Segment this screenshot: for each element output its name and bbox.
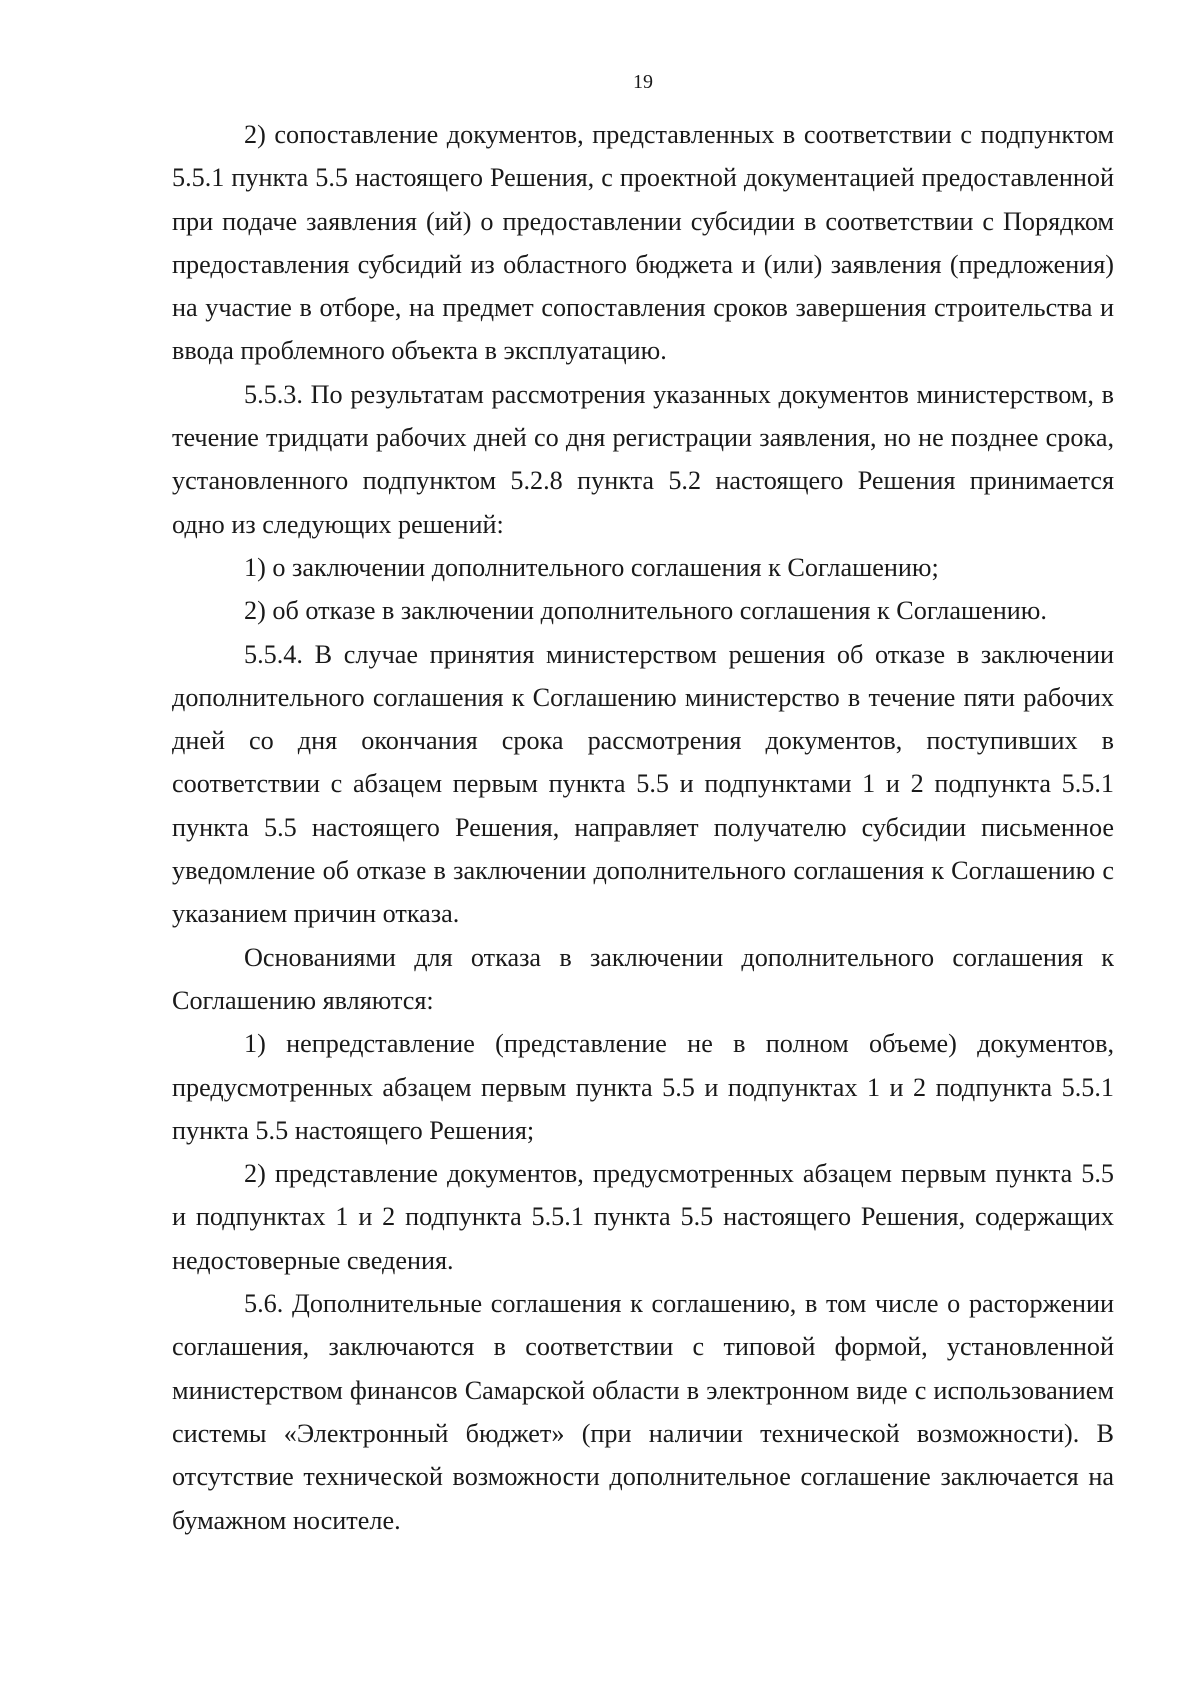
paragraph-ground-1: 1) непредставление (представление не в полном объеме) документов, предусмотренных абзацем первым пункта 5.5 и подпунктах 1 и 2 подпункта 5.5.1 пункта 5.5 настоящего Решения; — [172, 1029, 1114, 1145]
paragraph-decision-refuse: 2) об отказе в заключении дополнительного соглашения к Соглашению. — [244, 596, 1047, 626]
paragraph-5-5-3: 5.5.3. По результатам рассмотрения указанных документов министерством, в течение тридцати рабочих дней со дня регистрации заявления, но не позднее срока, установленного подпунктом 5.2.8 пункта 5.2 настоящего Решения принимается одно из следующих решений: — [172, 379, 1114, 539]
paragraph-5-5-4: 5.5.4. В случае принятия министерством решения об отказе в заключении дополнительного соглашения к Соглашению министерство в течение пяти рабочих дней со дня окончания срока рассмотрения документов, поступивших в соответствии с абзацем первым пункта 5.5 и подпунктами 1 и 2 подпункта 5.5.1 пункта 5.5 настоящего Решения, направляет получателю субсидии письменное уведомление об отказе в заключении дополнительного соглашения к Соглашению с указанием причин отказа. — [172, 639, 1114, 929]
document-body — [172, 113, 1114, 1542]
paragraph-5-6: 5.6. Дополнительные соглашения к соглашению, в том числе о расторжении соглашения, заключаются в соответствии с типовой формой, установленной министерством финансов Самарской области в электронном виде с использованием системы «Электронный бюджет» (при наличии технической возможности). В отсутствие технической возможности дополнительное соглашение заключается на бумажном носителе. — [172, 1289, 1114, 1535]
paragraph-decision-conclude: 1) о заключении дополнительного соглашения к Соглашению; — [244, 552, 939, 582]
paragraph-ground-2: 2) представление документов, предусмотренных абзацем первым пункта 5.5 и подпунктах 1 и 2 подпункта 5.5.1 пункта 5.5 настоящего Решения, содержащих недостоверные сведения. — [172, 1159, 1114, 1275]
paragraph-comparison-of-documents: 2) сопоставление документов, представленных в соответствии с подпунктом 5.5.1 пункта 5.5 настоящего Решения, с проектной документацией предоставленной при подаче заявления (ий) о предоставлении субсидии в соответствии с Порядком предоставления субсидий из областного бюджета и (или) заявления (предложения) на участие в отборе, на предмет сопоставления сроков завершения строительства и ввода проблемного объекта в эксплуатацию. — [172, 120, 1114, 366]
page-number: 19 — [633, 71, 653, 93]
paragraph-grounds-for-refusal: Основаниями для отказа в заключении дополнительного соглашения к Соглашению являются: — [172, 942, 1114, 1015]
